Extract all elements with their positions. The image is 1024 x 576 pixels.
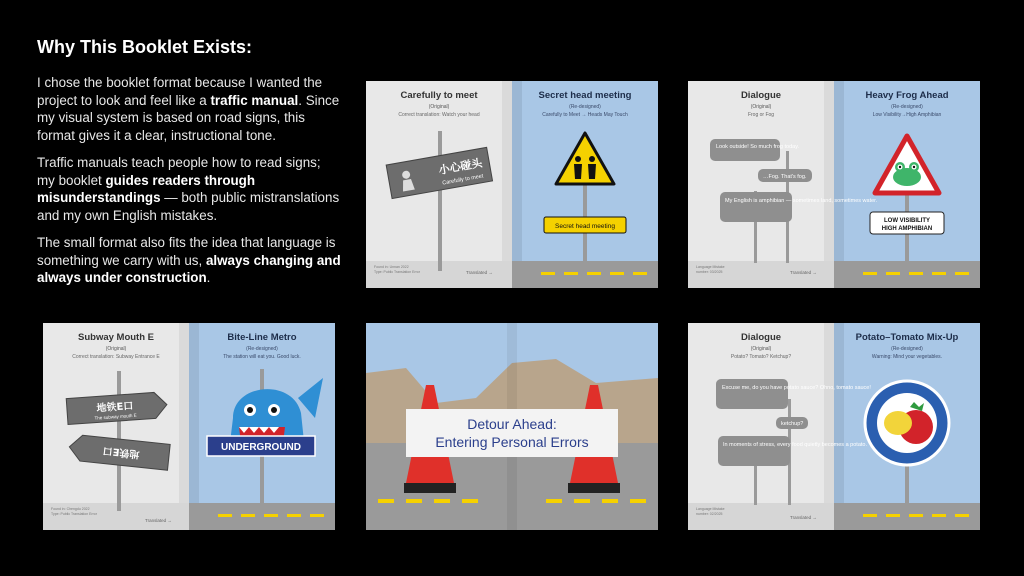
page-subtitle: Low Visibility→High Amphibian <box>872 112 942 118</box>
highlight-text: always changing and always under construction <box>37 252 341 285</box>
booklet-1-illustration <box>366 81 658 288</box>
sign-label-line-2: HIGH AMPHIBIAN <box>881 226 933 232</box>
footnote: Language Mistake <box>696 507 725 511</box>
sign-english: Carefully to meet <box>441 173 484 187</box>
banner-line-1: Detour Ahead: <box>467 416 557 432</box>
intro-paragraph-1 <box>37 74 342 144</box>
sign-chinese-flipped: 地铁E口 <box>102 444 141 460</box>
page-title: Dialogue <box>740 90 782 101</box>
booklet-2-illustration <box>688 81 980 288</box>
highlight-text: traffic manual <box>210 92 299 108</box>
booklet-spread-4 <box>366 323 658 530</box>
speech-bubble: In moments of stress, every food quietly becomes a potato. <box>723 442 867 448</box>
intro-section <box>37 36 342 297</box>
page-tag: (Original) <box>428 104 450 110</box>
translated-label: Translated → <box>466 270 493 275</box>
footnote: Found in: Unnan 2022 <box>374 265 409 269</box>
page-tag: (Original) <box>105 346 127 352</box>
footnote: Found in: Chengdu 2022 <box>51 507 90 511</box>
speech-bubble: Look outside! So much frog today. <box>716 144 800 150</box>
footnote: Language Mistake <box>696 265 725 269</box>
speech-bubble: My English is amphibian — sometimes land, sometimes water. <box>725 198 878 204</box>
page-tag: (Re-designed) <box>569 104 601 110</box>
intro-title: Why This Booklet Exists: <box>37 37 253 57</box>
booklet-spread-1 <box>366 81 658 288</box>
booklet-3-illustration <box>43 323 335 530</box>
translated-label: Translated → <box>790 270 817 275</box>
text-span: Traffic manuals teach people how to read signs; my booklet <box>37 155 321 188</box>
page-title: Carefully to meet <box>400 90 478 101</box>
booklet-spread-3 <box>43 323 335 530</box>
page-subtitle: Correct translation: Subway Entrance E <box>72 354 160 360</box>
text-span: . Since my visual system is based on road signs, this format gives it a clear, instructional tone. <box>37 92 340 143</box>
page-tag: (Re-designed) <box>891 104 923 110</box>
sign-english: The subway mouth E <box>94 412 137 421</box>
page-title: Potato–Tomato Mix-Up <box>855 332 959 343</box>
intro-paragraph-2 <box>37 154 342 224</box>
text-span: The small format also fits the idea that language is something we carry with us, <box>37 235 336 268</box>
booklet-spread-5 <box>688 323 980 530</box>
page-subtitle: The station will eat you. Good luck. <box>223 354 301 360</box>
sign-chinese: 地铁E口 <box>96 400 134 415</box>
speech-bubble: ketchup? <box>781 421 804 427</box>
page-tag: (Re-designed) <box>891 346 923 352</box>
page-subtitle: Correct translation: Watch your head <box>398 112 480 118</box>
sign-label: Secret head meeting <box>555 223 615 230</box>
page-subtitle: Warning: Mind your vegetables. <box>871 354 943 360</box>
page-subtitle: Carefully to Meet → Heads May Touch <box>542 112 628 118</box>
sign-label-line-1: LOW VISIBILITY <box>884 218 930 224</box>
page-title: Subway Mouth E <box>78 332 154 343</box>
page-tag: (Re-designed) <box>246 346 278 352</box>
footnote: number: 02/2025 <box>696 512 723 516</box>
page-title: Dialogue <box>740 332 782 343</box>
speech-bubble: Excuse me, do you have potato sauce? Ohno, tomato sauce! <box>722 385 871 391</box>
page-subtitle: Potato? Tomato? Ketchup? <box>730 354 792 360</box>
text-span: — both public mistranslations and my own English mistakes. <box>37 190 340 223</box>
booklet-4-illustration <box>366 323 658 530</box>
highlight-text: guides readers through misunderstandings <box>37 172 256 205</box>
translated-label: Translated → <box>145 518 172 523</box>
page-tag: (Original) <box>750 104 772 110</box>
footnote: Type: Public Translation Error <box>51 512 97 516</box>
footnote: Type: Public Translation Error <box>374 270 420 274</box>
text-span: I chose the booklet format because I wanted the project to look and feel like a <box>37 75 323 108</box>
banner-line-2: Entering Personal Errors <box>435 434 589 450</box>
intro-paragraph-3 <box>37 234 342 287</box>
page-tag: (Original) <box>750 346 772 352</box>
sign-chinese: 小心碰头 <box>437 156 484 177</box>
booklet-spread-2 <box>688 81 980 288</box>
page-title: Secret head meeting <box>538 90 632 101</box>
speech-bubble: …Fog. That's fog. <box>763 174 807 180</box>
page-subtitle: Frog or Fog <box>747 112 775 118</box>
translated-label: Translated → <box>790 515 817 520</box>
sign-label: UNDERGROUND <box>221 442 301 453</box>
booklet-5-illustration <box>688 323 980 530</box>
footnote: number: 03/2025 <box>696 270 723 274</box>
page-title: Bite-Line Metro <box>227 332 297 343</box>
text-span: . <box>206 270 211 285</box>
page-title: Heavy Frog Ahead <box>865 90 949 101</box>
